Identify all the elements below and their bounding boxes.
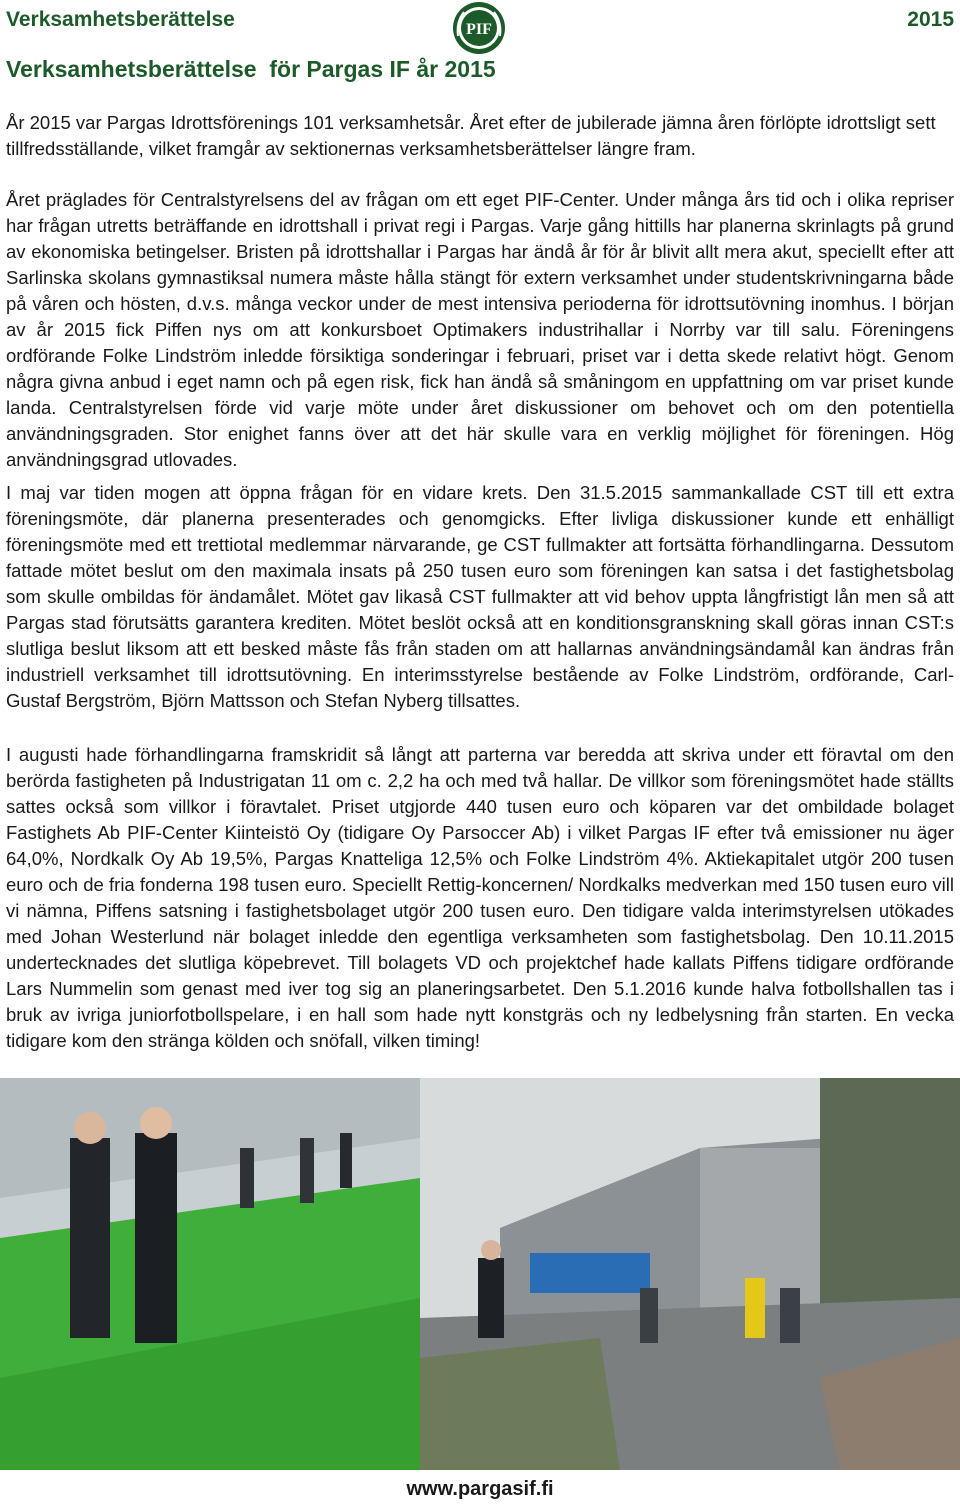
logo-lettering: PIF [466,21,492,38]
photo-collage [0,1078,960,1470]
body-paragraph-2: I maj var tiden mogen att öppna frågan för en vidare krets. Den 31.5.2015 sammankallade CST till ett extra föreningsmöte, där planerna presenterades och genomgicks. Efter livliga diskussioner kunde ett enhälligt föreningsmöte med ett trettiotal medlemmar närvarande, ge CST fullmakter att fortsätta förhandlingarna. Dessutom fattade mötet beslut om den maximala insats på 250 tusen euro som föreningen kan satsa i det fastighetsbolag som skulle ombildas för ändamålet. Mötet gav likaså CST fullmakter att vid behov uppta långfristigt lån men så att Pargas stad förutsätts garantera krediten. Mötet beslöt också att en konditionsgranskning skall göras innan CST:s slutliga beslut liksom att ett besked måste fås från staden om att hallarnas användningsändamål kan ändras från industriell verksamhet till idrottsutövning. En interimsstyrelse bestående av Folke Lindström, ordförande, Carl-Gustaf Bergström, Björn Mattsson och Stefan Nyberg tillsattes. [6,482,954,711]
header-year: 2015 [907,8,954,31]
photo-indoor-hall [0,1078,420,1470]
footer-website-link[interactable]: www.pargasif.fi [406,1478,554,1500]
page-title: Verksamhetsberättelse för Pargas IF år 2015 [6,56,496,82]
photo-outdoor-building [420,1078,960,1470]
pif-logo [450,0,508,56]
body-paragraph-3: I augusti hade förhandlingarna framskridit så långt att parterna var beredda att skriva under ett föravtal om den berörda fastigheten på Industrigatan 11 om c. 2,2 ha och med två hallar. De villkor som föreningsmötet hade ställts sattes också som villkor i föravtalet. Priset utgjorde 440 tusen euro och köparen var det ombildade bolaget Fastighets Ab PIF-Center Kiinteistö Oy (tidigare Oy Parsoccer Ab) i vilket Pargas IF efter två emissioner nu äger 64,0%, Nordkalk Oy Ab 19,5%, Pargas Knatteliga 12,5% och Folke Lindström 4%. Aktiekapitalet utgör 200 tusen euro och de fria fonderna 198 tusen euro. Speciellt Rettig-koncernen/ Nordkalks medverkan med 150 tusen euro vill vi nämna, Piffens satsning i fastighetsbolaget utgör 200 tusen euro. Den tidigare valda interimstyrelsen utökades med Johan Westerlund när bolaget inledde den egentliga verksamheten som fastighetsbolag. Den 10.11.2015 undertecknades det slutliga köpebrevet. Till bolagets VD och projektchef hade kallats Piffens tidigare ordförande Lars Nummelin som genast med iver tog sig an planeringsarbetet. Den 5.1.2016 kunde halva fotbollshallen tas i bruk av ivriga juniorfotbollspelare, i en hall som hade nytt konstgräs och ny ledbelysning från starten. En vecka tidigare kom den stränga kölden och snöfall, vilken timing! [6,744,954,1051]
header-section-title: Verksamhetsberättelse [6,8,235,31]
intro-paragraph: År 2015 var Pargas Idrottsförenings 101 verksamhetsår. Året efter de jubilerade jämna åren förlöpte idrottsligt sett tillfredsställande, vilket framgår av sektionernas verksamhetsberättelser längre fram. [6,112,936,159]
body-paragraph-1: Året präglades för Centralstyrelsens del av frågan om ett eget PIF-Center. Under många års tid och i olika repriser har frågan utretts beträffande en idrottshall i privat regi i Pargas. Varje gång hittills har planerna skrinlagts på grund av ekonomiska betingelser. Bristen på idrottshallar i Pargas har ändå år för år blivit allt mera akut, speciellt efter att Sarlinska skolans gymnastiksal numera måste hålla stängt för extern verksamhet under studentskrivningarna både på våren och hösten, d.v.s. många veckor under de mest intensiva perioderna för idrottsutövning inomhus. I början av år 2015 fick Piffen nys om att konkursboet Optimakers industrihallar i Norrby var till salu. Föreningens ordförande Folke Lindström inledde försiktiga sonderingar i februari, priset var i detta skede relativt högt. Genom några givna anbud i eget namn och på egen risk, fick han ändå så småningom en uppfattning om var priset kunde landa. Centralstyrelsen förde vid varje möte under året diskussioner om behovet och om den potentiella användningsgraden. Stor enighet fanns över att det här skulle vara en verklig möjlighet för föreningen. Hög användningsgrad utlovades. [6,189,954,470]
